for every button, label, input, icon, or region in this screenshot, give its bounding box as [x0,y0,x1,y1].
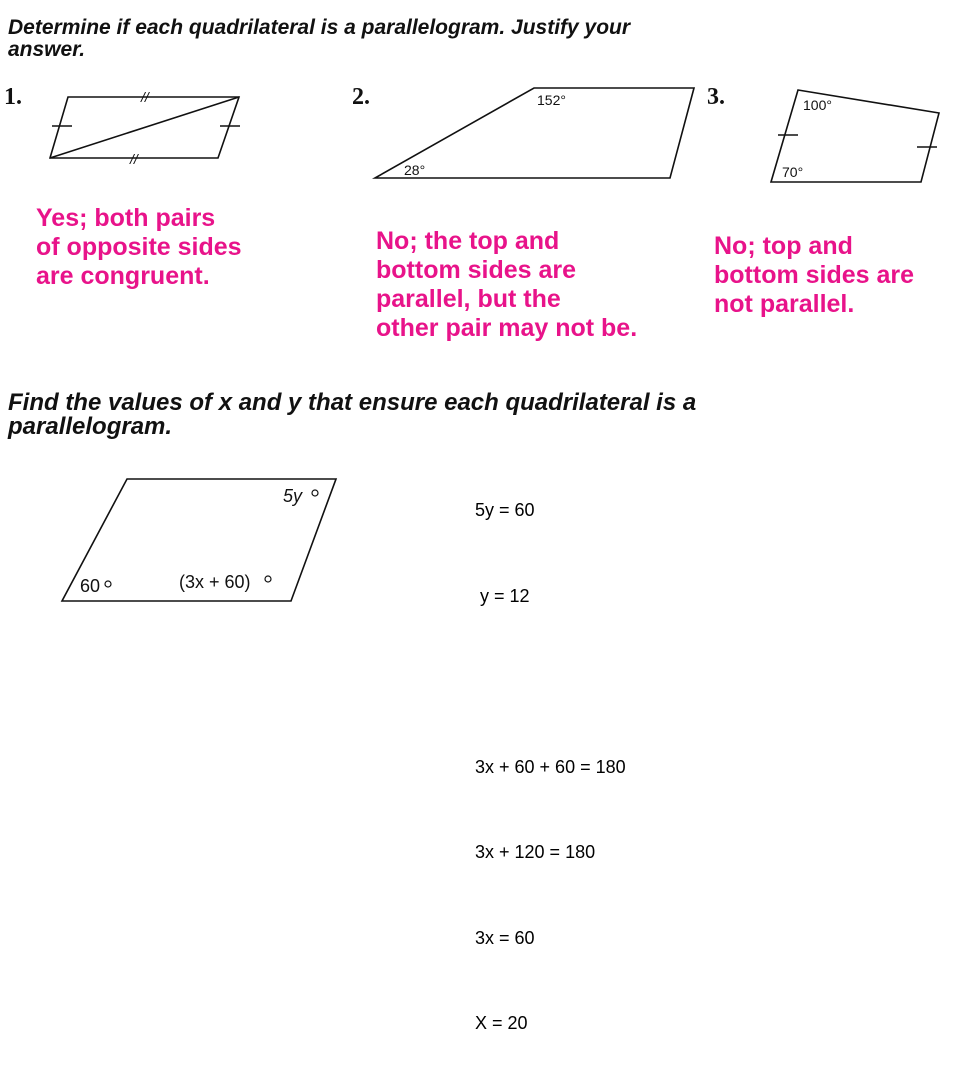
figure-1-diagonal [50,97,239,158]
figure-3-quadrilateral [760,80,960,190]
answer-line: not parallel. [714,290,855,318]
work-line: 3x + 120 = 180 [475,842,596,862]
answer-line: No; top and [714,232,853,260]
answer-line: are congruent. [36,262,210,290]
figure-1-parallelogram [40,80,260,175]
work-line: 5y = 60 [475,500,535,520]
section2-heading-line1: Find the values of x and y that ensure each quadrilateral is a [8,389,697,416]
figure-4-parallelogram [55,470,355,610]
answer-line: bottom sides are [714,261,915,289]
problem-1-answer [36,204,242,291]
figure-4-bottom-left-degree [105,581,111,587]
answer-line: No; the top and [376,227,560,255]
problem-3-answer [714,232,914,319]
section2-heading-line2: parallelogram. [8,413,173,440]
problem-1-number: 1. [4,84,22,110]
problem-2-answer [376,227,637,343]
answer-line: bottom sides are [376,256,577,284]
figure-1-top-double-tick: // [141,89,149,105]
figure-2-bottom-angle: 28° [404,162,426,178]
figure-2-quadrilateral [366,80,706,185]
answer-line: Yes; both pairs [36,204,216,232]
solution-work [475,439,626,1066]
figure-1-bottom-double-tick: // [130,151,138,167]
problem-3-number: 3. [707,84,725,110]
section2-heading [8,391,696,439]
answer-line: parallel, but the [376,285,561,313]
work-line: 3x = 60 [475,927,535,948]
figure-4-top-right-degree [312,490,318,496]
figure-4-bottom-right-angle: (3x + 60) [179,572,251,592]
work-line: y = 12 [475,585,530,606]
work-line: 3x + 60 + 60 = 180 [475,756,626,777]
figure-4-bottom-left-angle: 60 [80,576,101,596]
section1-heading [8,17,630,61]
work-line: X = 20 [475,1013,528,1033]
figure-3-top-angle: 100° [803,97,832,113]
figure-4-top-right-angle: 5y [283,486,303,506]
work-line [475,667,626,696]
answer-line: other pair may not be. [376,314,638,342]
section1-heading-line2: answer. [8,38,86,61]
answer-line: of opposite sides [36,233,242,261]
figure-3-bottom-angle: 70° [782,164,804,180]
problem-2-number: 2. [352,84,370,110]
section1-heading-line1: Determine if each quadrilateral is a parallelogram. Justify your [8,16,631,39]
figure-4-bottom-right-degree [265,576,271,582]
figure-2-top-angle: 152° [537,92,566,108]
